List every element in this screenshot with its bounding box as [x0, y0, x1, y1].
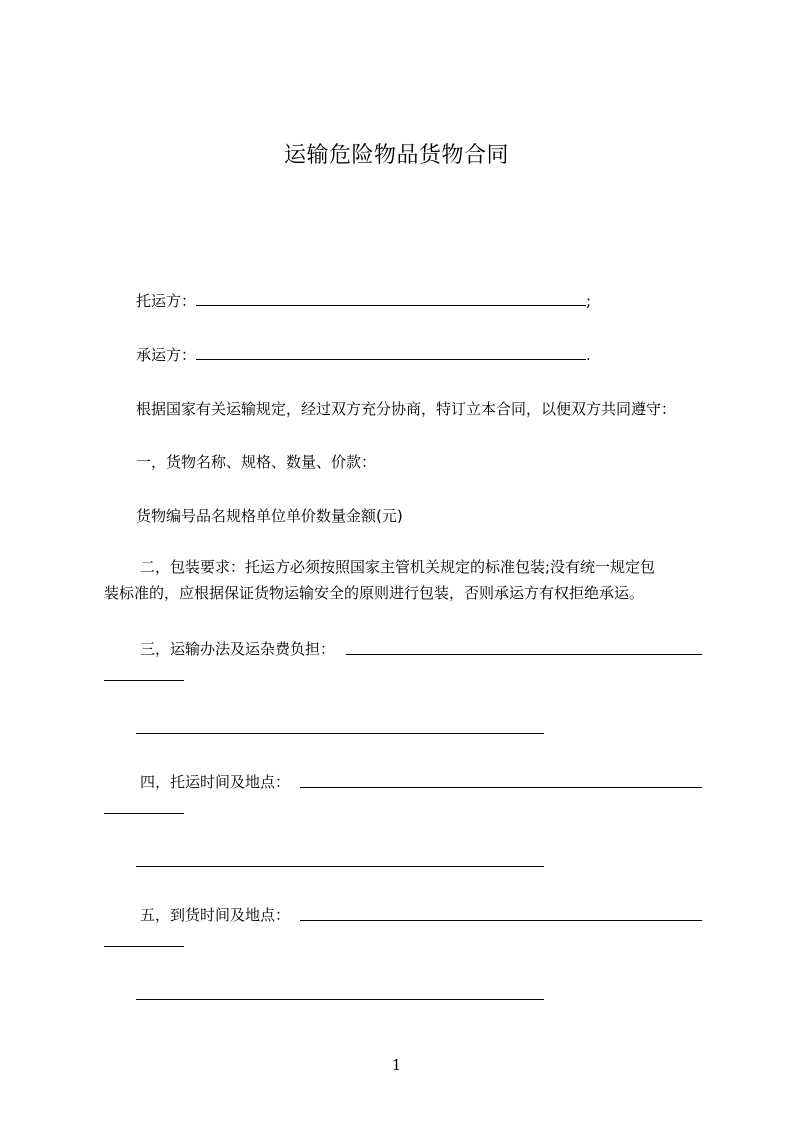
section-5-heading: 五，到货时间及地点：	[140, 906, 291, 924]
section-4-line	[140, 772, 290, 792]
section-3-blank-3[interactable]	[136, 733, 544, 734]
section-5-line	[140, 905, 290, 925]
section-3-blank-2[interactable]	[104, 680, 184, 681]
section-2-line-1: 二，包装要求：托运方必须按照国家主管机关规定的标准包装;没有统一规定包	[140, 558, 656, 576]
carrier-line	[136, 345, 591, 365]
section-3-line	[140, 639, 335, 659]
section-5-blank-1[interactable]	[300, 920, 702, 921]
section-2-line-2: 装标准的，应根据保证货物运输安全的原则进行包装，否则承运方有权拒绝承运。	[104, 584, 645, 602]
preamble: 根据国家有关运输规定，经过双方充分协商，特订立本合同，以便双方共同遵守：	[136, 400, 677, 418]
section-5-blank-2[interactable]	[104, 946, 184, 947]
page-number: 1	[391, 1056, 402, 1074]
shipper-line	[136, 291, 591, 311]
section-4-blank-1[interactable]	[300, 787, 702, 788]
carrier-label: 承运方：	[136, 346, 197, 364]
shipper-label: 托运方：	[136, 292, 197, 310]
goods-table-header: 货物编号品名规格单位单价数量金额(元)	[136, 507, 403, 525]
carrier-end: .	[586, 346, 591, 364]
carrier-blank[interactable]	[196, 345, 586, 360]
section-3-heading: 三，运输办法及运杂费负担：	[140, 640, 336, 658]
section-4-blank-2[interactable]	[104, 813, 184, 814]
section-1-heading: 一，货物名称、规格、数量、价款：	[136, 453, 377, 471]
shipper-end: ;	[586, 292, 592, 310]
document-title: 运输危险物品货物合同	[283, 143, 509, 168]
section-3-blank-1[interactable]	[346, 654, 702, 655]
section-4-heading: 四，托运时间及地点：	[140, 773, 291, 791]
section-5-blank-3[interactable]	[136, 999, 544, 1000]
section-4-blank-3[interactable]	[136, 866, 544, 867]
shipper-blank[interactable]	[196, 291, 586, 306]
